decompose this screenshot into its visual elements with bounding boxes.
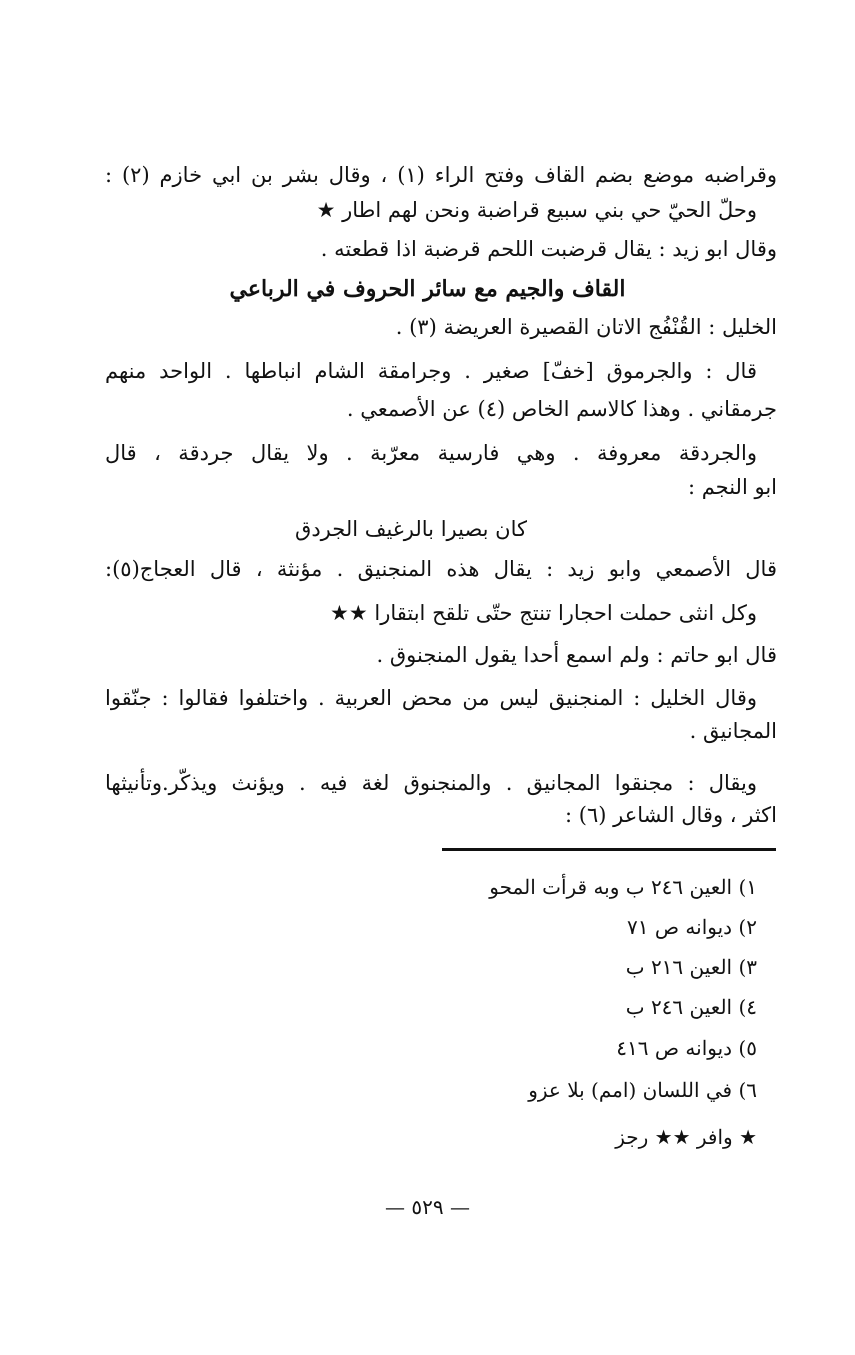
body-line-13: قال ابو حاتم : ولم اسمع أحدا يقول المنجنوق . — [376, 643, 777, 667]
page-number: — ٥٢٩ — — [385, 1195, 470, 1219]
footnote-separator — [442, 848, 776, 851]
body-line-14: وقال الخليل : المنجنيق ليس من محض العربية . واختلفوا فقالوا : جنّقوا — [105, 686, 757, 710]
body-line-8: والجردقة معروفة . وهي فارسية معرّبة . ولا يقال جردقة ، قال — [105, 441, 757, 465]
body-line-15: المجانيق . — [689, 719, 777, 743]
body-line-7: جرمقاني . وهذا كالاسم الخاص (٤) عن الأصمعي . — [346, 397, 777, 421]
verse-line-1: وحلّ الحيّ حي بني سبيع قراضبة ونحن لهم اطار ★ — [316, 198, 757, 222]
body-line-5: الخليل : القُنْفُج الاتان القصيرة العريضة (٣) . — [395, 315, 777, 339]
body-line-11: قال الأصمعي وابو زيد : يقال هذه المنجنيق . مؤنثة ، قال العجاج(٥): — [105, 557, 777, 581]
footnote-3: ٣) العين ٢١٦ ب — [625, 955, 757, 979]
verse-line-3: وكل انثى حملت احجارا تنتج حتّى تلقح ابتقارا ★★ — [330, 601, 757, 625]
footnote-1: ١) العين ٢٤٦ ب وبه قرأت المحو — [489, 875, 757, 899]
body-line-1: وقراضبه موضع بضم القاف وفتح الراء (١) ، وقال بشر بن ابي خازم (٢) : — [105, 163, 777, 187]
section-heading: القاف والجيم مع سائر الحروف في الرباعي — [229, 276, 626, 302]
verse-line-2: كان بصيرا بالرغيف الجردق — [295, 517, 527, 541]
footnote-4: ٤) العين ٢٤٦ ب — [625, 995, 757, 1019]
footnote-5: ٥) ديوانه ص ٤١٦ — [616, 1036, 757, 1060]
footnote-2: ٢) ديوانه ص ٧١ — [627, 915, 757, 939]
footnote-6: ٦) في اللسان (امم) بلا عزو — [528, 1078, 757, 1102]
body-line-9: ابو النجم : — [687, 475, 777, 499]
body-line-17: اكثر ، وقال الشاعر (٦) : — [565, 803, 777, 827]
body-line-3: وقال ابو زيد : يقال قرضبت اللحم قرضبة اذا قطعته . — [320, 237, 777, 261]
meter-note: ★ وافر ★★ رجز — [615, 1125, 757, 1149]
body-line-6: قال : والجرموق [خفّ] صغير . وجرامقة الشام انباطها . الواحد منهم — [105, 359, 757, 383]
body-line-16: ويقال : مجنقوا المجانيق . والمنجنوق لغة فيه . ويؤنث ويذكّر.وتأنيثها — [105, 771, 757, 795]
